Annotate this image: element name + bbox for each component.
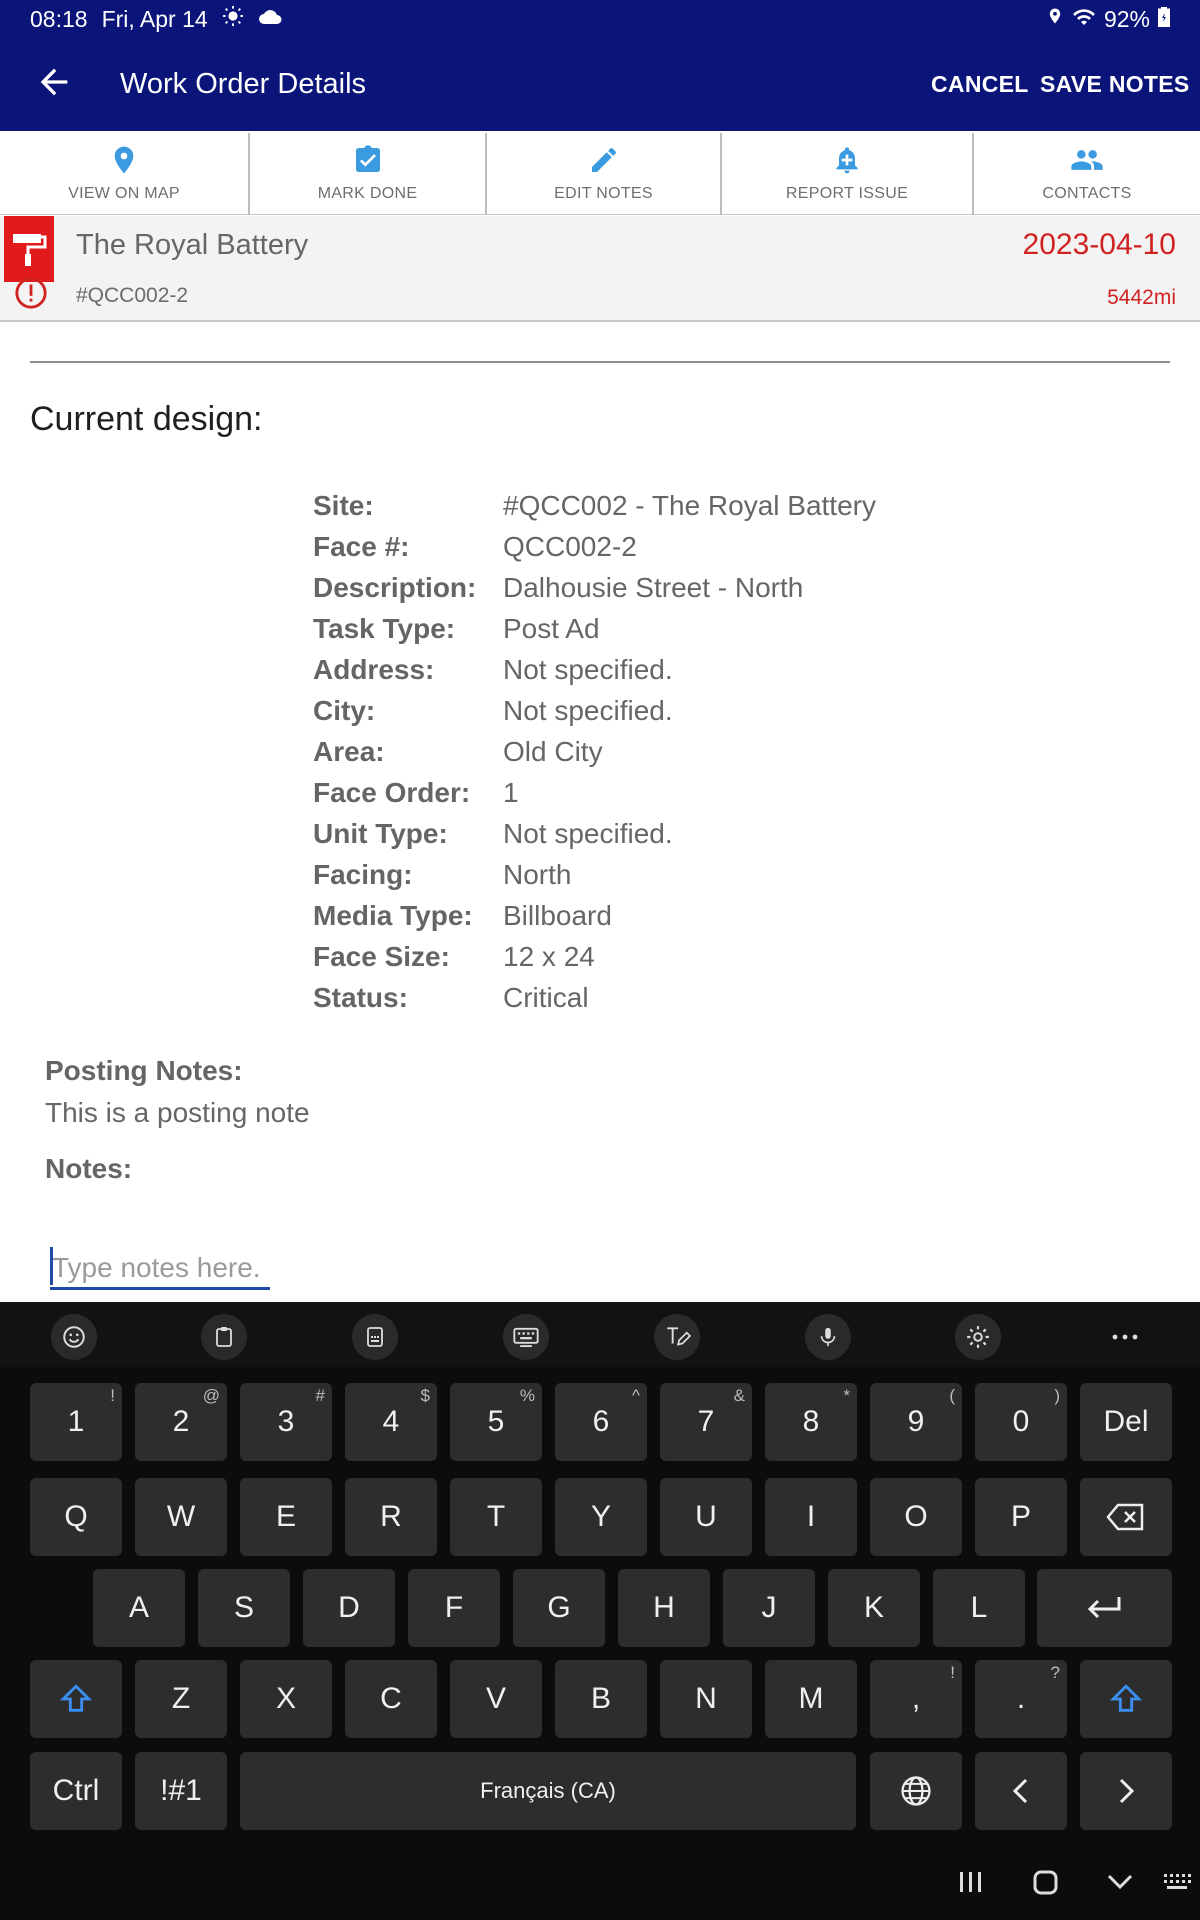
paint-roller-icon: [4, 216, 54, 276]
key-label: Ctrl: [52, 1774, 100, 1807]
key-2[interactable]: [135, 1383, 227, 1461]
key-sub-label: !: [950, 1663, 955, 1682]
detail-key: Status:: [313, 982, 408, 1013]
key-label: .: [1016, 1682, 1026, 1715]
detail-value: 1: [503, 777, 519, 808]
key-label: G: [547, 1591, 571, 1624]
key-u[interactable]: [660, 1478, 752, 1556]
chevron-left-icon: [1009, 1776, 1033, 1806]
key-e[interactable]: [240, 1478, 332, 1556]
key-r[interactable]: [345, 1478, 437, 1556]
key-label: 7: [697, 1405, 715, 1438]
key-label: !#1: [160, 1774, 202, 1807]
shift-key-right[interactable]: [1080, 1660, 1172, 1738]
status-date: Fri, Apr 14: [101, 5, 208, 32]
key-8[interactable]: [765, 1383, 857, 1461]
handwriting-icon[interactable]: [654, 1314, 700, 1360]
key-p[interactable]: [975, 1478, 1067, 1556]
soft-keyboard: [0, 1302, 1200, 1920]
people-icon: [1069, 143, 1105, 177]
key-label: ,: [911, 1682, 921, 1715]
globe-icon: [899, 1774, 933, 1808]
key-label: S: [233, 1591, 254, 1624]
key-l[interactable]: [933, 1569, 1025, 1647]
emoji-icon[interactable]: [51, 1314, 97, 1360]
view-on-map-button[interactable]: [0, 133, 250, 215]
comma-key[interactable]: [870, 1660, 962, 1738]
key-s[interactable]: [198, 1569, 290, 1647]
detail-key: Face Size:: [313, 941, 450, 972]
detail-value: Old City: [503, 736, 603, 767]
keyboard-switch-icon[interactable]: [1162, 1870, 1192, 1899]
pencil-icon: [588, 143, 620, 177]
key-label: Z: [171, 1682, 191, 1715]
contacts-label: CONTACTS: [1042, 185, 1132, 202]
key-x[interactable]: [240, 1660, 332, 1738]
key-label: 5: [487, 1405, 505, 1438]
space-bar[interactable]: [240, 1752, 856, 1830]
detail-value: North: [503, 859, 572, 890]
save-notes-button[interactable]: SAVE NOTES: [1040, 71, 1190, 97]
battery-icon: [1158, 6, 1170, 33]
action-toolbar: [0, 133, 1200, 215]
key-sub-label: @: [202, 1386, 220, 1405]
key-label: R: [380, 1500, 402, 1533]
report-issue-label: REPORT ISSUE: [785, 185, 909, 202]
key-label: 8: [802, 1405, 820, 1438]
key-q[interactable]: [30, 1478, 122, 1556]
one-handed-keyboard-icon[interactable]: [352, 1314, 398, 1360]
clipboard-icon[interactable]: [201, 1314, 247, 1360]
key-7[interactable]: [660, 1383, 752, 1461]
key-v[interactable]: [450, 1660, 542, 1738]
key-sub-label: ): [1054, 1386, 1060, 1405]
recent-apps-icon[interactable]: [958, 1868, 984, 1901]
status-bar: [0, 0, 1200, 36]
site-card[interactable]: [0, 216, 1200, 322]
key-label: K: [863, 1591, 884, 1624]
key-label: 0: [1012, 1405, 1030, 1438]
report-issue-button[interactable]: [722, 133, 974, 215]
key-9[interactable]: [870, 1383, 962, 1461]
key-g[interactable]: [513, 1569, 605, 1647]
site-code: #QCC002-2: [76, 284, 189, 307]
cancel-button[interactable]: CANCEL: [931, 71, 1029, 97]
key-sub-label: !: [110, 1386, 115, 1405]
detail-row: [313, 941, 876, 982]
detail-key: City:: [313, 695, 376, 726]
key-6[interactable]: [555, 1383, 647, 1461]
paint-roller-flag: [4, 216, 54, 282]
key-label: N: [695, 1682, 717, 1715]
detail-row: [313, 695, 876, 736]
key-label: 6: [592, 1405, 610, 1438]
language-key[interactable]: [870, 1752, 962, 1830]
wifi-icon: [1072, 6, 1096, 33]
detail-key: Description:: [313, 572, 477, 603]
key-label: M: [798, 1682, 824, 1715]
text-cursor: [50, 1247, 53, 1285]
key-n[interactable]: [660, 1660, 752, 1738]
key-sub-label: ?: [1050, 1663, 1060, 1682]
detail-value: Not specified.: [503, 695, 673, 726]
key-sub-label: #: [315, 1386, 325, 1405]
detail-value: Critical: [503, 982, 589, 1013]
chevron-right-icon: [1114, 1776, 1138, 1806]
current-design-heading: Current design:: [30, 400, 263, 438]
hide-keyboard-icon[interactable]: [1106, 1868, 1134, 1901]
detail-row: [313, 982, 876, 1023]
detail-row: [313, 531, 876, 572]
key-label: 2: [172, 1405, 190, 1438]
detail-key: Area:: [313, 736, 385, 767]
key-label: F: [444, 1591, 464, 1624]
detail-value: QCC002-2: [503, 531, 637, 562]
key-i[interactable]: [765, 1478, 857, 1556]
key-c[interactable]: [345, 1660, 437, 1738]
key-label: Français (CA): [480, 1778, 616, 1803]
key-sub-label: &: [733, 1386, 745, 1405]
key-label: V: [485, 1682, 506, 1715]
alert-circle-icon: [14, 276, 48, 315]
detail-value: 12 x 24: [503, 941, 595, 972]
shift-icon: [59, 1682, 93, 1716]
key-label: H: [653, 1591, 675, 1624]
key-label: U: [695, 1500, 717, 1533]
key-w[interactable]: [135, 1478, 227, 1556]
key-y[interactable]: [555, 1478, 647, 1556]
key-label: P: [1010, 1500, 1031, 1533]
app-bar: [0, 48, 1200, 120]
key-label: Del: [1103, 1405, 1149, 1438]
notes-input[interactable]: [50, 1248, 270, 1290]
detail-row: [313, 490, 876, 531]
key-label: E: [275, 1500, 296, 1533]
key-sub-label: %: [519, 1386, 535, 1405]
keyboard-toolbar: [0, 1302, 1200, 1367]
microphone-icon[interactable]: [805, 1314, 851, 1360]
back-arrow-icon[interactable]: [34, 62, 74, 102]
key-label: J: [761, 1591, 777, 1624]
detail-key: Face Order:: [313, 777, 471, 808]
key-label: X: [275, 1682, 296, 1715]
mark-done-label: MARK DONE: [317, 185, 418, 202]
cursor-left-key[interactable]: [975, 1752, 1067, 1830]
key-label: T: [486, 1500, 506, 1533]
key-label: A: [128, 1591, 149, 1624]
detail-row: [313, 818, 876, 859]
key-o[interactable]: [870, 1478, 962, 1556]
detail-key: Face #:: [313, 531, 410, 562]
key-label: 1: [67, 1405, 85, 1438]
key-label: 4: [382, 1405, 400, 1438]
key-h[interactable]: [618, 1569, 710, 1647]
view-on-map-label: VIEW ON MAP: [68, 185, 180, 202]
site-name: The Royal Battery: [76, 229, 309, 261]
key-5[interactable]: [450, 1383, 542, 1461]
key-t[interactable]: [450, 1478, 542, 1556]
key-label: O: [904, 1500, 928, 1533]
key-label: B: [590, 1682, 611, 1715]
enter-icon: [1085, 1593, 1125, 1623]
detail-value: Post Ad: [503, 613, 600, 644]
detail-key: Task Type:: [313, 613, 456, 644]
app-header: [0, 0, 1200, 131]
detail-value: Billboard: [503, 900, 612, 931]
key-label: L: [970, 1591, 988, 1624]
detail-value: Not specified.: [503, 654, 673, 685]
detail-value: #QCC002 - The Royal Battery: [503, 490, 876, 521]
due-date: 2023-04-10: [1022, 228, 1176, 261]
bell-plus-icon: [831, 143, 863, 177]
notes-label: Notes:: [45, 1153, 133, 1184]
detail-row: [313, 572, 876, 613]
symbols-key[interactable]: [135, 1752, 227, 1830]
key-m[interactable]: [765, 1660, 857, 1738]
detail-value: Dalhousie Street - North: [503, 572, 804, 603]
key-sub-label: (: [949, 1386, 955, 1405]
detail-row: [313, 859, 876, 900]
status-time: 08:18: [30, 5, 88, 32]
keyboard-icon[interactable]: [503, 1314, 549, 1360]
key-label: Y: [590, 1500, 611, 1533]
ctrl-key[interactable]: [30, 1752, 122, 1830]
key-sub-label: *: [843, 1386, 850, 1405]
sun-icon: [222, 5, 244, 33]
detail-row: [313, 654, 876, 695]
key-j[interactable]: [723, 1569, 815, 1647]
posting-notes-text: This is a posting note: [45, 1097, 310, 1128]
detail-value: Not specified.: [503, 818, 673, 849]
shift-icon: [1109, 1682, 1143, 1716]
key-label: D: [338, 1591, 360, 1624]
key-sub-label: ^: [632, 1386, 640, 1405]
key-label: Q: [64, 1500, 88, 1533]
detail-key: Media Type:: [313, 900, 473, 931]
key-label: 3: [277, 1405, 295, 1438]
home-icon[interactable]: [1033, 1868, 1059, 1901]
backspace-key[interactable]: [1080, 1478, 1172, 1556]
edit-notes-label: EDIT NOTES: [554, 185, 653, 202]
key-label: W: [166, 1500, 196, 1533]
mark-done-button[interactable]: [250, 133, 487, 215]
key-1[interactable]: [30, 1383, 122, 1461]
key-d[interactable]: [303, 1569, 395, 1647]
detail-key: Unit Type:: [313, 818, 448, 849]
detail-key: Address:: [313, 654, 435, 685]
key-b[interactable]: [555, 1660, 647, 1738]
backspace-icon: [1106, 1502, 1146, 1532]
location-icon: [1046, 5, 1064, 33]
detail-key: Site:: [313, 490, 374, 521]
clipboard-check-icon: [352, 143, 384, 177]
distance: 5442mi: [1107, 286, 1176, 309]
divider: [30, 361, 1170, 363]
battery-level: 92%: [1103, 5, 1150, 32]
key-k[interactable]: [828, 1569, 920, 1647]
key-a[interactable]: [93, 1569, 185, 1647]
delete-key[interactable]: [1080, 1383, 1172, 1461]
key-label: 9: [907, 1405, 925, 1438]
edit-notes-button[interactable]: [487, 133, 722, 215]
details-table: [313, 490, 876, 1023]
settings-gear-icon[interactable]: [955, 1314, 1001, 1360]
posting-notes-label: Posting Notes:: [45, 1055, 243, 1086]
cloud-icon: [258, 6, 284, 33]
key-sub-label: $: [420, 1386, 430, 1405]
key-0[interactable]: [975, 1383, 1067, 1461]
detail-row: [313, 613, 876, 654]
more-options-icon[interactable]: [1102, 1314, 1148, 1360]
map-pin-icon: [108, 143, 140, 177]
key-label: I: [806, 1500, 816, 1533]
contacts-button[interactable]: [974, 133, 1200, 215]
key-3[interactable]: [240, 1383, 332, 1461]
detail-row: [313, 900, 876, 941]
page-title: Work Order Details: [120, 68, 367, 100]
detail-row: [313, 777, 876, 818]
key-4[interactable]: [345, 1383, 437, 1461]
key-z[interactable]: [135, 1660, 227, 1738]
cursor-right-key[interactable]: [1080, 1752, 1172, 1830]
key-label: C: [380, 1682, 402, 1715]
detail-key: Facing:: [313, 859, 413, 890]
shift-key-left[interactable]: [30, 1660, 122, 1738]
key-f[interactable]: [408, 1569, 500, 1647]
period-key[interactable]: [975, 1660, 1067, 1738]
detail-row: [313, 736, 876, 777]
enter-key[interactable]: [1037, 1569, 1172, 1647]
